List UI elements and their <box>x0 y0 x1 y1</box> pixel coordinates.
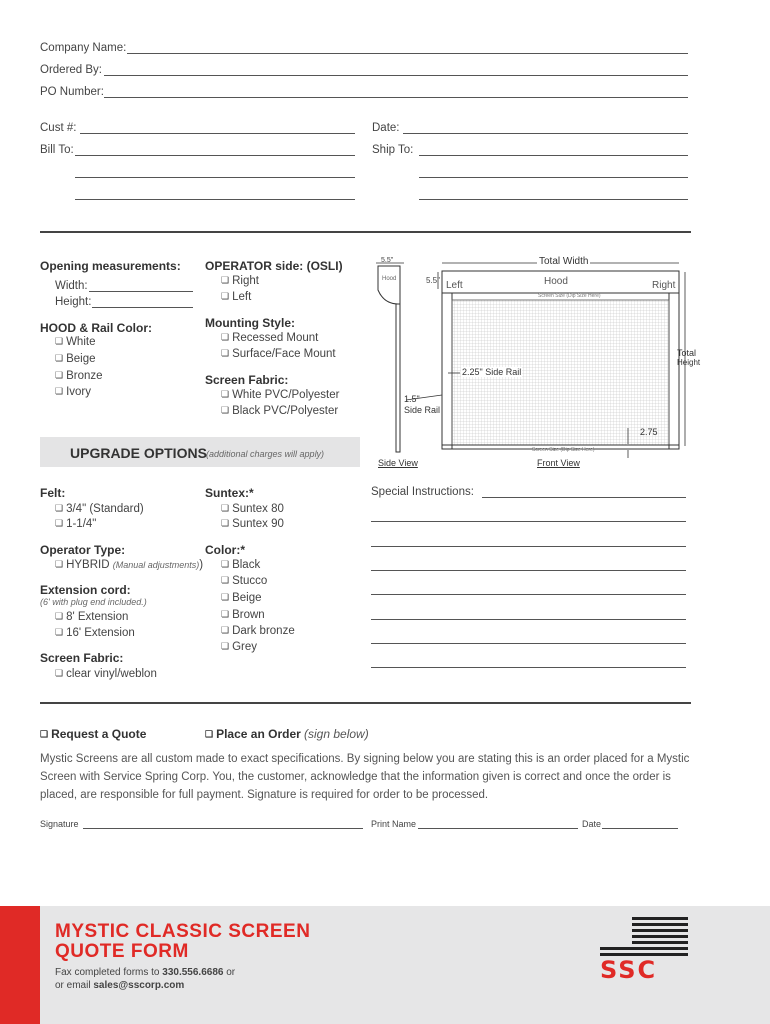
diagram-left: Left <box>446 280 463 291</box>
diagram-total-height-2: Height <box>677 358 701 367</box>
upgrade-title: UPGRADE OPTIONS <box>70 445 207 461</box>
suntex-option-90[interactable]: ❏ Suntex 90 <box>221 518 284 530</box>
print-name-label: Print Name <box>371 819 417 829</box>
hood-title: HOOD & Rail Color: <box>40 321 153 335</box>
ssc-logo <box>598 915 692 985</box>
screen-diagram <box>370 250 700 472</box>
color-title: Color:* <box>205 543 245 557</box>
ship-field-3[interactable] <box>419 199 688 200</box>
print-name-field[interactable] <box>418 828 578 829</box>
suntex-title: Suntex:* <box>205 486 254 500</box>
footer-email-pre: or email <box>55 980 94 991</box>
company-label: Company Name: <box>40 42 127 54</box>
ordered-label: Ordered By: <box>40 64 102 76</box>
special-field-5[interactable] <box>371 594 686 595</box>
place-order-note: (sign below) <box>304 727 369 741</box>
diagram-side-rail: 2.25" Side Rail <box>462 367 522 377</box>
footer-fax-pre: Fax completed forms to <box>55 967 163 978</box>
mounting-title: Mounting Style: <box>205 316 295 330</box>
color-option-stucco[interactable]: ❏ Stucco <box>221 575 267 587</box>
upgrade-fabric-clear-vinyl[interactable]: ❏ clear vinyl/weblon <box>55 668 157 680</box>
color-option-grey[interactable]: ❏ Grey <box>221 641 257 653</box>
hood-option-bronze[interactable]: ❏ Bronze <box>55 370 103 382</box>
height-field[interactable] <box>92 307 193 308</box>
bill-field-2[interactable] <box>75 177 355 178</box>
footer-fax-line <box>55 967 235 978</box>
operator-type-close-paren: ) <box>199 559 204 571</box>
screen-fabric-white[interactable]: ❏ White PVC/Polyester <box>221 389 339 401</box>
mounting-surface[interactable]: ❏ Surface/Face Mount <box>221 348 336 360</box>
footer-title-2: QUOTE FORM <box>55 941 189 962</box>
diagram-hood: Hood <box>544 276 568 287</box>
height-label: Height: <box>55 296 92 308</box>
operator-side-left[interactable]: ❏ Left <box>221 291 251 303</box>
special-field-4[interactable] <box>371 570 686 571</box>
diagram-side-view: Side View <box>378 458 418 468</box>
hood-option-ivory[interactable]: ❏ Ivory <box>55 386 91 398</box>
ship-field-2[interactable] <box>419 177 688 178</box>
diagram-right: Right <box>652 280 676 291</box>
ssc-logo-stripes <box>598 915 692 959</box>
extension-option-16[interactable]: ❏ 16' Extension <box>55 627 135 639</box>
color-option-beige[interactable]: ❏ Beige <box>221 592 262 604</box>
diagram-screen-note: Screen Size (Dip Size Here) <box>538 293 601 299</box>
operator-side-right[interactable]: ❏ Right <box>221 275 259 287</box>
diagram-bottom-dim: 2.75 <box>640 427 658 437</box>
disclaimer-text: Mystic Screens are all custom made to exact specifications. By signing below you are stating this is an order placed for a Mystic Screen with Service Spring Corp. You, the customer, acknowledge that the information given is correct and once the order is placed, are responsible for full payment. Signature is required for order to be processed. <box>40 753 690 801</box>
width-label: Width: <box>55 280 88 292</box>
hood-option-white[interactable]: ❏ White <box>55 336 95 348</box>
side-view-drawing <box>376 263 404 452</box>
hood-option-beige[interactable]: ❏ Beige <box>55 353 96 365</box>
bill-field-1[interactable] <box>75 155 355 156</box>
operator-type-hybrid: ❏ HYBRID <box>55 559 110 571</box>
signature-label: Signature <box>40 819 79 829</box>
diagram-rail-label: Side Rail <box>404 405 441 415</box>
diagram-bottom-note: Screen Size (Dip Size Here) <box>532 447 595 453</box>
upgrade-note: (additional charges will apply) <box>206 449 325 459</box>
sig-date-label: Date <box>582 819 602 829</box>
extension-title: Extension cord: <box>40 583 131 597</box>
special-field-2[interactable] <box>371 521 686 522</box>
ssc-logo-text: SSC <box>600 956 658 984</box>
diagram-front-view: Front View <box>537 458 580 468</box>
footer-email[interactable]: sales@sscorp.com <box>93 980 185 991</box>
cust-field[interactable] <box>80 133 355 134</box>
footer-email-line <box>55 980 184 991</box>
diagram-rail-dim: 1.5" <box>404 394 420 404</box>
color-option-black[interactable]: ❏ Black <box>221 559 260 571</box>
place-order-label: ❏ Place an Order <box>205 727 301 741</box>
diagram-total-width: Total Width <box>539 256 589 267</box>
diagram-side-dim: 5.5" <box>426 276 440 285</box>
place-order-option[interactable] <box>205 727 369 741</box>
ordered-field[interactable] <box>104 75 688 76</box>
ship-field-1[interactable] <box>419 155 688 156</box>
screen-fabric-title: Screen Fabric: <box>205 373 289 387</box>
color-option-dark-bronze[interactable]: ❏ Dark bronze <box>221 625 295 637</box>
sig-date-field[interactable] <box>602 828 678 829</box>
date-label: Date: <box>372 122 400 134</box>
ship-label: Ship To: <box>372 144 414 156</box>
footer-fax-post: or <box>223 967 236 978</box>
color-option-brown[interactable]: ❏ Brown <box>221 609 265 621</box>
width-field[interactable] <box>89 291 193 292</box>
footer-title-1: MYSTIC CLASSIC SCREEN <box>55 921 311 942</box>
operator-type-option[interactable] <box>55 559 203 571</box>
special-field-1[interactable] <box>482 497 686 498</box>
special-field-8[interactable] <box>371 667 686 668</box>
suntex-option-80[interactable]: ❏ Suntex 80 <box>221 503 284 515</box>
bill-field-3[interactable] <box>75 199 355 200</box>
opening-title: Opening measurements: <box>40 259 181 273</box>
po-label: PO Number: <box>40 86 104 98</box>
special-field-6[interactable] <box>371 619 686 620</box>
upgrade-bar <box>40 437 360 467</box>
company-field[interactable] <box>127 53 688 54</box>
section-divider-top <box>40 231 691 233</box>
po-field[interactable] <box>104 97 688 98</box>
felt-option-standard[interactable]: ❏ 3/4" (Standard) <box>55 503 144 515</box>
special-field-3[interactable] <box>371 546 686 547</box>
mounting-recessed[interactable]: ❏ Recessed Mount <box>221 332 318 344</box>
extension-option-8[interactable]: ❏ 8' Extension <box>55 611 128 623</box>
special-field-7[interactable] <box>371 643 686 644</box>
operator-type-title: Operator Type: <box>40 543 126 557</box>
diagram-top-dim: 5.5" <box>381 257 394 264</box>
signature-field[interactable] <box>83 828 363 829</box>
date-field[interactable] <box>403 133 688 134</box>
special-label: Special Instructions: <box>371 486 474 498</box>
diagram-total-height-1: Total <box>677 348 697 358</box>
footer-red-bar <box>0 906 40 1024</box>
felt-title: Felt: <box>40 486 66 500</box>
extension-note: (6' with plug end included.) <box>40 597 147 607</box>
request-quote-option[interactable]: ❏ Request a Quote <box>40 727 146 741</box>
section-divider-bottom <box>40 702 691 704</box>
screen-fabric-black[interactable]: ❏ Black PVC/Polyester <box>221 405 338 417</box>
felt-option-1-1-4[interactable]: ❏ 1-1/4" <box>55 518 96 530</box>
operator-type-note: (Manual adjustments) <box>112 560 200 570</box>
bill-label: Bill To: <box>40 144 74 156</box>
footer-fax-number: 330.556.6686 <box>162 967 224 978</box>
cust-label: Cust #: <box>40 122 77 134</box>
upgrade-fabric-title: Screen Fabric: <box>40 651 124 665</box>
diagram-hood-small: Hood <box>382 276 397 282</box>
operator-side-title: OPERATOR side: (OSLI) <box>205 259 343 273</box>
